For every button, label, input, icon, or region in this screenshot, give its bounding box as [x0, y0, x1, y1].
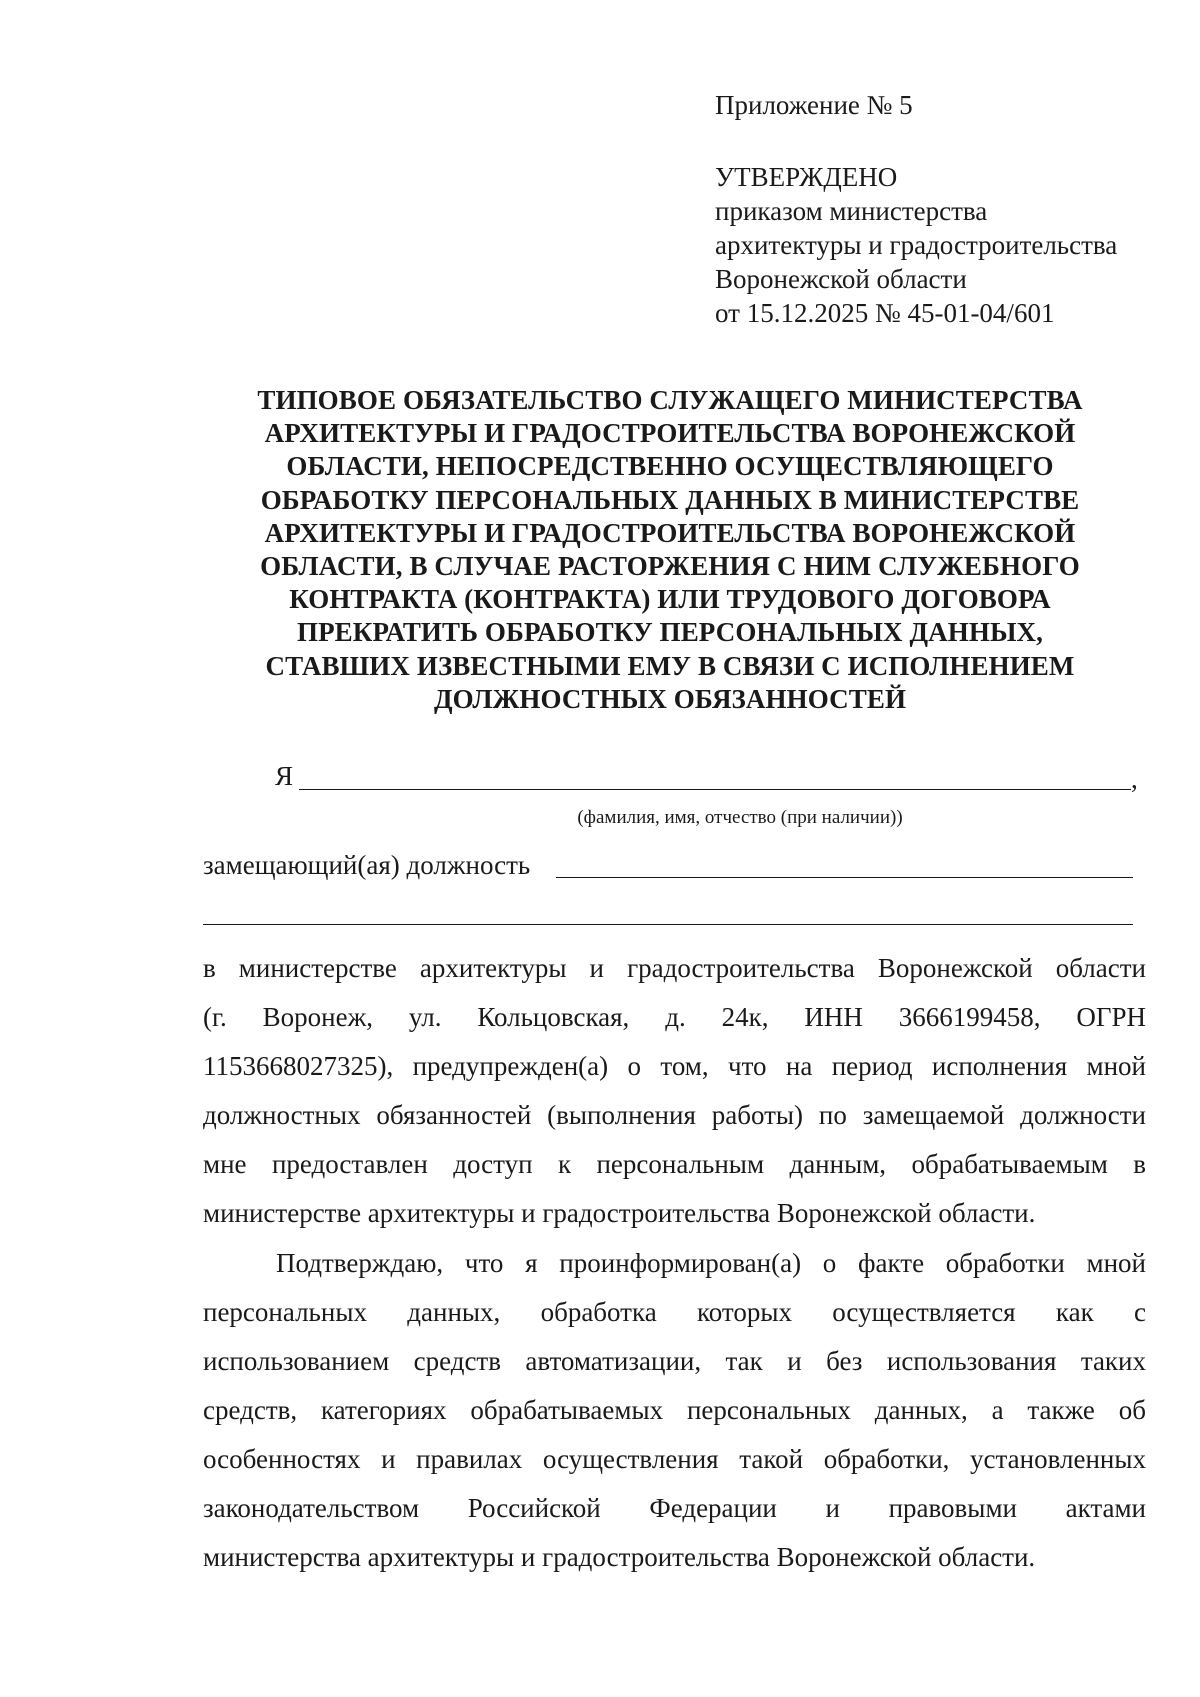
- order-line: приказом министерства: [715, 196, 988, 226]
- name-suffix: ,: [1131, 764, 1138, 794]
- title-line: СТАВШИХ ИЗВЕСТНЫМИ ЕМУ В СВЯЗИ С ИСПОЛНЕНИЕМ: [265, 650, 1075, 681]
- position-label: замещающий(ая) должность: [203, 850, 531, 880]
- name-blank-line[interactable]: [299, 789, 1131, 790]
- name-hint: (фамилия, имя, отчество (при наличии)): [577, 807, 903, 828]
- title-line: ОБРАБОТКУ ПЕРСОНАЛЬНЫХ ДАННЫХ В МИНИСТЕРСТВЕ: [260, 484, 1080, 515]
- title-line: ПРЕКРАТИТЬ ОБРАБОТКУ ПЕРСОНАЛЬНЫХ ДАННЫХ,: [296, 617, 1044, 648]
- order-line: от 15.12.2025 № 45-01-04/601: [715, 298, 1055, 328]
- title-line: ДОЛЖНОСТНЫХ ОБЯЗАННОСТЕЙ: [433, 683, 907, 714]
- title-line: КОНТРАКТА (КОНТРАКТА) ИЛИ ТРУДОВОГО ДОГОВОРА: [289, 584, 1051, 615]
- title-line: ТИПОВОЕ ОБЯЗАТЕЛЬСТВО СЛУЖАЩЕГО МИНИСТЕРСТВА: [257, 385, 1083, 415]
- paragraph-line: законодательством Российской Федерации и правовыми актами: [203, 1493, 1146, 1523]
- paragraph-line: 1153668027325), предупрежден(а) о том, что на период исполнения мной: [203, 1051, 1146, 1081]
- order-line: архитектуры и градостроительства: [715, 230, 1118, 260]
- annex-number: Приложение № 5: [715, 90, 913, 120]
- paragraph-line: средств, категориях обрабатываемых персональных данных, а также об: [203, 1395, 1146, 1425]
- paragraph-line: министерства архитектуры и градостроительства Воронежской области.: [203, 1542, 1036, 1572]
- order-line: Воронежской области: [715, 264, 967, 294]
- paragraph-line: Подтверждаю, что я проинформирован(а) о факте обработки мной: [276, 1248, 1146, 1278]
- position-blank-line-2[interactable]: [203, 924, 1133, 925]
- paragraph-line: (г. Воронеж, ул. Кольцовская, д. 24к, ИНН 3666199458, ОГРН: [203, 1002, 1146, 1032]
- paragraph-line: в министерстве архитектуры и градостроительства Воронежской области: [203, 953, 1146, 983]
- document-title: [200, 384, 1140, 716]
- paragraph-1: [203, 944, 1146, 1238]
- title-line: АРХИТЕКТУРЫ И ГРАДОСТРОИТЕЛЬСТВА ВОРОНЕЖСКОЙ: [264, 517, 1076, 548]
- approved-stamp-text: УТВЕРЖДЕНО: [715, 162, 898, 192]
- name-prefix: Я: [275, 761, 294, 791]
- paragraph-line: персональных данных, обработка которых осуществляется как с: [203, 1297, 1146, 1327]
- title-line: АРХИТЕКТУРЫ И ГРАДОСТРОИТЕЛЬСТВА ВОРОНЕЖСКОЙ: [264, 418, 1076, 449]
- paragraph-line: особенностях и правилах осуществления такой обработки, установленных: [203, 1444, 1146, 1474]
- paragraph-line: должностных обязанностей (выполнения работы) по замещаемой должности: [203, 1100, 1146, 1130]
- title-line: ОБЛАСТИ, НЕПОСРЕДСТВЕННО ОСУЩЕСТВЛЯЮЩЕГО: [286, 451, 1054, 482]
- title-line: ОБЛАСТИ, В СЛУЧАЕ РАСТОРЖЕНИЯ С НИМ СЛУЖЕБНОГО: [260, 551, 1080, 582]
- paragraph-line: министерстве архитектуры и градостроительства Воронежской области.: [203, 1198, 1036, 1228]
- paragraph-2: [203, 1239, 1146, 1582]
- position-blank-line[interactable]: [556, 877, 1133, 878]
- paragraph-line: мне предоставлен доступ к персональным данным, обрабатываемым в: [203, 1149, 1146, 1179]
- paragraph-line: использованием средств автоматизации, так и без использования таких: [203, 1346, 1146, 1376]
- approval-block: [715, 88, 1165, 330]
